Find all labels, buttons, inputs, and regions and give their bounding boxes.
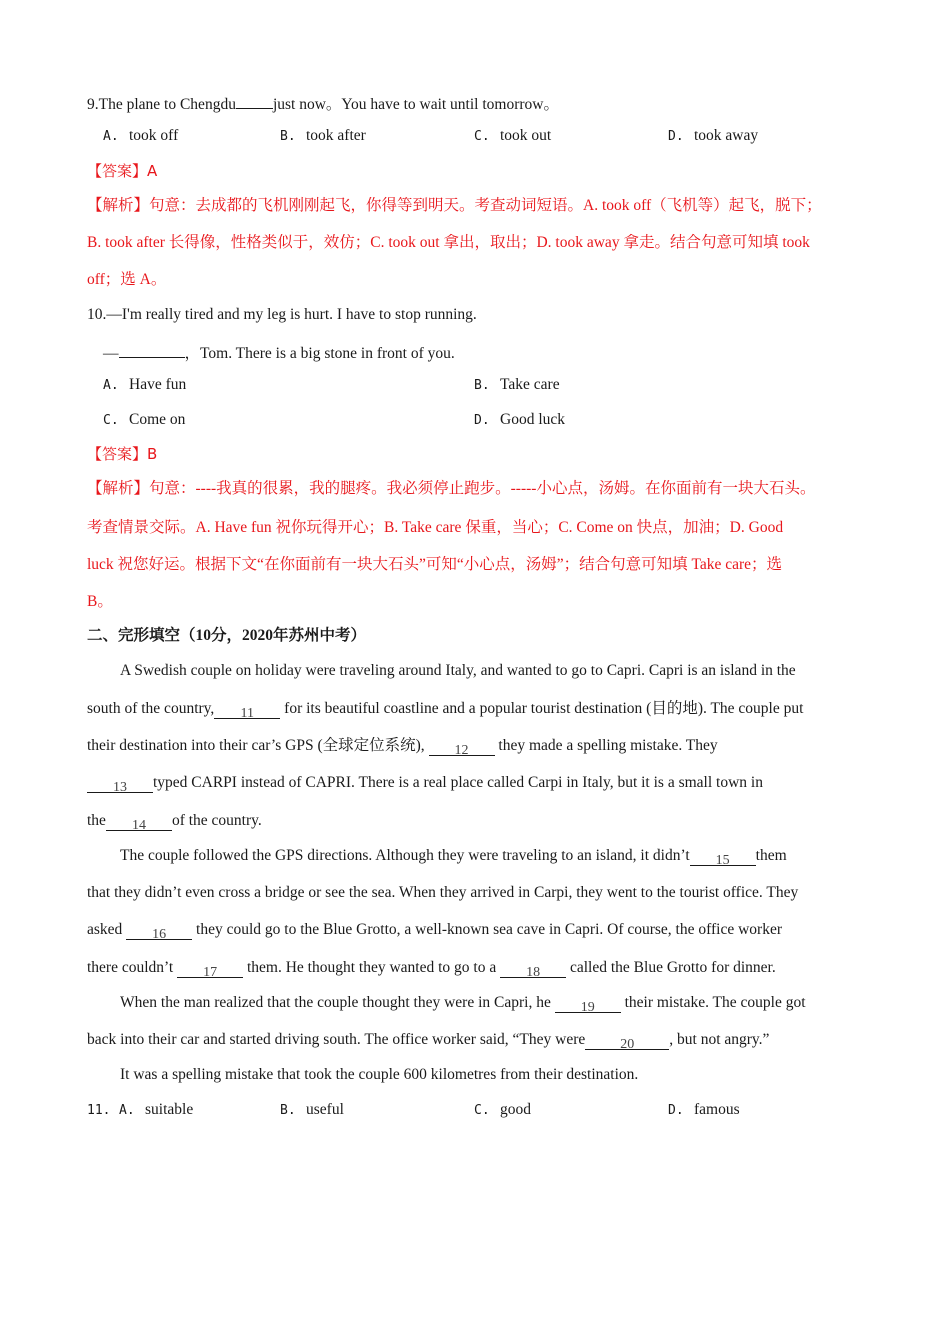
q9-answer: 【答案】A <box>87 162 158 180</box>
q9-stem-start: 9.The plane to Chengdu <box>87 96 236 113</box>
q10-option-b <box>474 375 560 396</box>
q9-stem <box>87 91 559 115</box>
blank-19 <box>555 995 621 1013</box>
q11-option-d <box>668 1100 740 1121</box>
passage-line: It was a spelling mistake that took the couple 600 kilometres from their destination. <box>120 1066 639 1083</box>
q9-option-b <box>280 126 366 147</box>
q10-option-a <box>103 375 186 396</box>
passage-line <box>87 699 803 719</box>
blank-number: 12 <box>454 743 469 758</box>
q9-option-d <box>668 126 758 147</box>
passage-line <box>87 736 718 756</box>
passage-line <box>120 846 787 866</box>
passage-text: there couldn’t <box>87 959 174 976</box>
option-letter: C. <box>474 129 490 144</box>
passage-line: that they didn’t even cross a bridge or see the sea. When they arrived in Carpi, they went to the tourist office. They <box>87 884 799 901</box>
passage-text: them. He thought they wanted to go to a <box>246 959 497 976</box>
option-text: suitable <box>145 1101 194 1118</box>
passage-text: for its beautiful coastline and a popular tourist destination (目的地). The couple put <box>284 700 804 717</box>
option-text: took after <box>306 127 366 144</box>
blank-number: 15 <box>715 853 730 868</box>
option-text: took out <box>500 127 552 144</box>
q11-option-b <box>280 1100 344 1121</box>
blank-16 <box>126 922 192 940</box>
passage-text: of the country. <box>171 812 262 829</box>
passage-text: the <box>87 812 106 829</box>
option-letter: D. <box>668 129 684 144</box>
q10-analysis-line: luck 祝您好运。根据下文“在你面前有一块大石头”可知“小心点，汤姆”；结合句意可知填 Take care；选 <box>87 556 783 573</box>
blank-11 <box>214 701 280 719</box>
blank-15 <box>690 848 756 866</box>
passage-text: them <box>755 847 787 864</box>
question-number: 11. <box>87 1103 111 1118</box>
q11-option-a <box>119 1100 193 1121</box>
blank-number: 17 <box>203 965 218 980</box>
option-letter: A. <box>103 378 119 393</box>
section-heading: 二、完形填空（10分，2020年苏州中考） <box>87 627 367 644</box>
option-letter: A. <box>119 1103 135 1118</box>
q9-stem-end: just now。You have to wait until tomorrow。 <box>272 96 559 113</box>
option-text: useful <box>306 1101 344 1118</box>
option-letter: B. <box>474 378 490 393</box>
passage-text: their destination into their car’s GPS (全球定位系统), <box>87 737 425 754</box>
passage-line <box>120 993 806 1013</box>
option-letter: B. <box>280 129 296 144</box>
blank-13 <box>87 775 153 793</box>
passage-text: they could go to the Blue Grotto, a well-known sea cave in Capri. Of course, the office worker <box>196 921 782 938</box>
q9-option-c <box>474 126 551 147</box>
q10-dash: — <box>103 345 119 362</box>
option-text: famous <box>694 1101 740 1118</box>
q9-analysis-line: 【解析】句意：去成都的飞机刚刚起飞，你得等到明天。考查动词短语。A. took off（飞机等）起飞，脱下； <box>87 197 822 214</box>
passage-line <box>87 958 776 978</box>
q10-stem: 10.—I'm really tired and my leg is hurt. I have to stop running. <box>87 306 477 323</box>
option-letter: C. <box>474 1103 490 1118</box>
passage-text: their mistake. The couple got <box>624 994 806 1011</box>
passage-line <box>87 920 782 940</box>
blank-12 <box>429 738 495 756</box>
blank-number: 14 <box>131 818 146 833</box>
q9-analysis-line: off；选 A。 <box>87 271 167 288</box>
q10-reply-end: ，Tom. There is a big stone in front of you. <box>184 345 455 362</box>
q10-answer: 【答案】B <box>87 445 158 463</box>
q10-blank <box>119 340 185 358</box>
blank-number: 19 <box>580 1000 595 1015</box>
passage-text: The couple followed the GPS directions. Although they were traveling to an island, it didn’t <box>120 847 690 864</box>
blank-14 <box>106 813 172 831</box>
q10-option-c <box>103 410 185 431</box>
passage-text: they made a spelling mistake. They <box>498 737 718 754</box>
q9-option-a <box>103 126 178 147</box>
blank-number: 20 <box>620 1037 635 1052</box>
q9-analysis-line: B. took after 长得像，性格类似于，效仿；C. took out 拿出，取出；D. took away 拿走。结合句意可知填 took <box>87 234 810 251</box>
q9-blank <box>236 91 273 109</box>
blank-number: 11 <box>240 706 255 721</box>
option-text: took away <box>694 127 759 144</box>
blank-number: 16 <box>152 927 167 942</box>
q10-analysis-line: 【解析】句意：----我真的很累，我的腿疼。我必须停止跑步。-----小心点，汤姆。在你面前有一块大石头。 <box>87 480 816 497</box>
option-text: Good luck <box>500 411 566 428</box>
option-text: Come on <box>129 411 186 428</box>
passage-text: back into their car and started driving south. The office worker said, “They were <box>87 1031 586 1048</box>
option-letter: B. <box>280 1103 296 1118</box>
option-letter: D. <box>668 1103 684 1118</box>
passage-text: asked <box>87 921 123 938</box>
option-text: Have fun <box>129 376 187 393</box>
q10-reply <box>103 340 455 364</box>
passage-line <box>87 1030 769 1050</box>
q10-analysis-line: 考查情景交际。A. Have fun 祝你玩得开心；B. Take care 保重，当心；C. Come on 快点，加油；D. Good <box>87 519 784 536</box>
passage-line: A Swedish couple on holiday were traveling around Italy, and wanted to go to Capri. Capri is an island in the <box>120 662 796 679</box>
blank-17 <box>177 960 243 978</box>
blank-number: 13 <box>113 780 127 795</box>
option-text: Take care <box>500 376 560 393</box>
option-text: took off <box>129 127 179 144</box>
q11-option-c <box>474 1100 531 1121</box>
q10-option-d <box>474 410 565 431</box>
passage-text: south of the country, <box>87 700 215 717</box>
passage-line <box>87 773 763 793</box>
passage-text: , but not angry.” <box>669 1031 770 1048</box>
option-letter: D. <box>474 413 490 428</box>
blank-number: 18 <box>526 965 541 980</box>
q11-number <box>87 1100 117 1121</box>
passage-line <box>87 811 262 831</box>
passage-text: called the Blue Grotto for dinner. <box>569 959 776 976</box>
blank-18 <box>500 960 566 978</box>
option-text: good <box>500 1101 531 1118</box>
q10-analysis-line: B。 <box>87 593 113 610</box>
passage-text: When the man realized that the couple thought they were in Capri, he <box>120 994 551 1011</box>
option-letter: C. <box>103 413 119 428</box>
blank-20 <box>585 1032 669 1050</box>
passage-text: typed CARPI instead of CAPRI. There is a real place called Carpi in Italy, but it is a small town in <box>153 774 763 791</box>
option-letter: A. <box>103 129 119 144</box>
